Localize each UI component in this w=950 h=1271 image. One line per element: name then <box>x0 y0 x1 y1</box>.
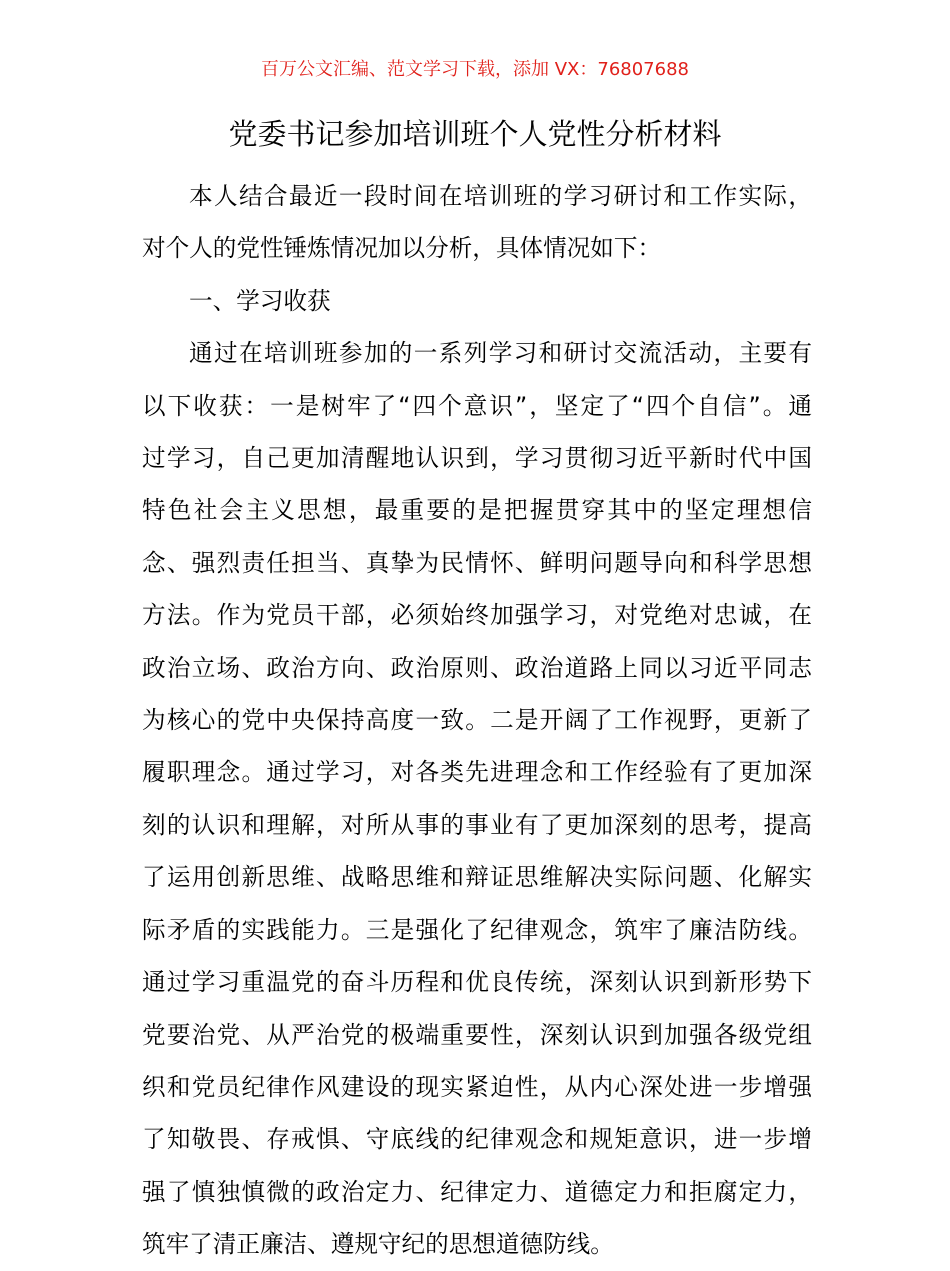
paragraph-line: 政治立场、政治方向、政治原则、政治道路上同以习近平同志 <box>142 653 812 682</box>
paragraph-line: 了运用创新思维、战略思维和辩证思维解决实际问题、化解实 <box>142 863 812 892</box>
intro-line-2: 对个人的党性锤炼情况加以分析，具体情况如下： <box>142 234 662 263</box>
paragraph-line: 织和党员纪律作风建设的现实紧迫性，从内心深处进一步增强 <box>142 1072 812 1101</box>
section-heading: 一、学习收获 <box>189 286 331 315</box>
paragraph-line: 特色社会主义思想，最重要的是把握贯穿其中的坚定理想信 <box>142 496 812 525</box>
paragraph-line: 为核心的党中央保持高度一致。二是开阔了工作视野，更新了 <box>142 706 812 735</box>
paragraph-line: 过学习，自己更加清醒地认识到，学习贯彻习近平新时代中国 <box>142 444 812 473</box>
paragraph-line: 以下收获：一是树牢了“四个意识”，坚定了“四个自信”。通 <box>142 391 812 420</box>
paragraph-line: 强了慎独慎微的政治定力、纪律定力、道德定力和拒腐定力， <box>142 1177 812 1206</box>
paragraph-line: 方法。作为党员干部，必须始终加强学习，对党绝对忠诚，在 <box>142 601 812 630</box>
document-body <box>142 170 812 1271</box>
intro-line-1: 本人结合最近一段时间在培训班的学习研讨和工作实际， <box>189 182 812 210</box>
paragraph-line: 党要治党、从严治党的极端重要性，深刻认识到加强各级党组 <box>142 1020 812 1049</box>
paragraph-line: 筑牢了清正廉洁、遵规守纪的思想道德防线。 <box>142 1230 614 1259</box>
paragraph-line: 念、强烈责任担当、真挚为民情怀、鲜明问题导向和科学思想 <box>142 548 812 577</box>
paragraph-line: 了知敬畏、存戒惧、守底线的纪律观念和规矩意识，进一步增 <box>142 1125 812 1154</box>
paragraph-line: 通过学习重温党的奋斗历程和优良传统，深刻认识到新形势下 <box>142 968 812 997</box>
paragraph-line: 际矛盾的实践能力。三是强化了纪律观念，筑牢了廉洁防线。 <box>142 915 812 944</box>
paragraph-line: 刻的认识和理解，对所从事的事业有了更加深刻的思考，提高 <box>142 810 812 839</box>
header-watermark-note: 百万公文汇编、范文学习下载，添加 VX：76807688 <box>261 59 689 80</box>
document-title: 党委书记参加培训班个人党性分析材料 <box>228 117 722 151</box>
paragraph-line: 履职理念。通过学习，对各类先进理念和工作经验有了更加深 <box>142 758 812 787</box>
paragraph-line: 通过在培训班参加的一系列学习和研讨交流活动，主要有 <box>189 339 812 368</box>
